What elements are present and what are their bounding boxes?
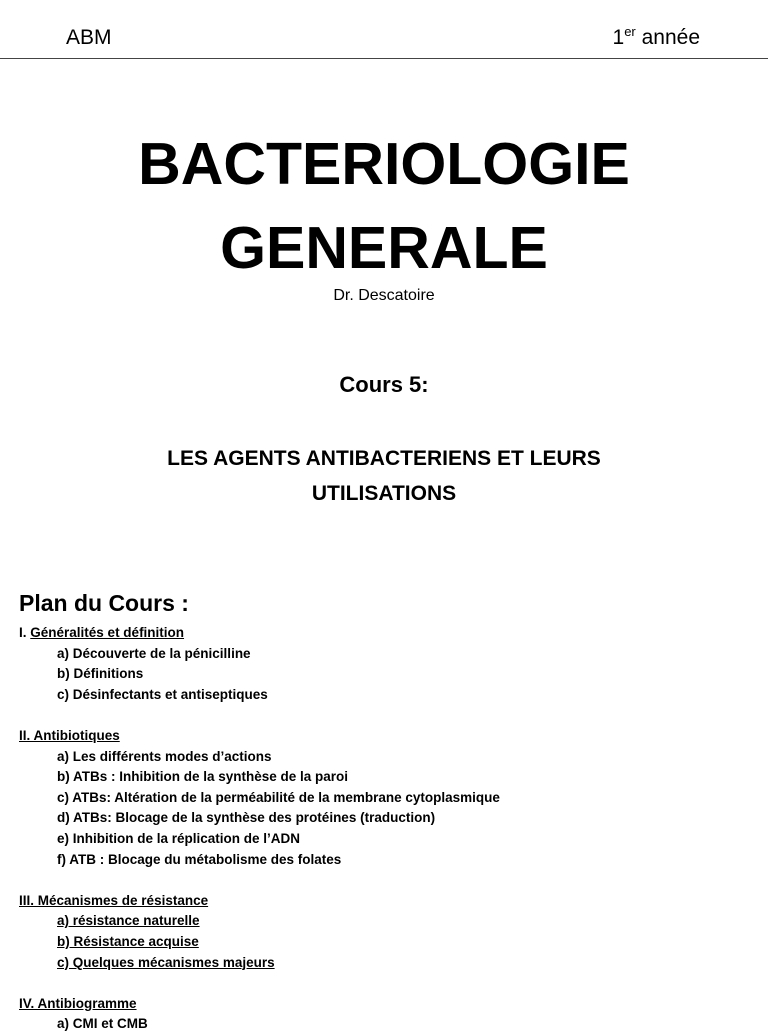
section-title: Généralités et définition — [30, 625, 185, 640]
section-title: III. Mécanismes de résistance — [19, 892, 209, 908]
section-spacer — [19, 705, 759, 726]
plan-item: b) Définitions — [57, 666, 144, 682]
plan-section-3 — [19, 891, 759, 973]
plan-list — [19, 623, 759, 1035]
plan-item: d) ATBs: Blocage de la synthèse des protéines (traduction) — [57, 810, 436, 826]
header-year-label: année — [635, 26, 700, 49]
plan-item: c) Désinfectants et antiseptiques — [57, 686, 268, 702]
subtitle-line-1: LES AGENTS ANTIBACTERIENS ET LEURS — [167, 447, 601, 470]
subtitle-line-2: UTILISATIONS — [311, 482, 457, 505]
plan-item: b) ATBs : Inhibition de la synthèse de la paroi — [57, 769, 349, 785]
section-spacer — [19, 870, 759, 891]
course-subtitle — [120, 441, 648, 511]
section-title: IV. Antibiogramme — [19, 995, 137, 1011]
header-year-number: 1 — [612, 26, 625, 49]
plan-item: a) Découverte de la pénicilline — [57, 645, 251, 661]
plan-item: a) résistance naturelle — [57, 913, 200, 929]
title-line-2: GENERALE — [220, 215, 548, 281]
page-header — [0, 0, 768, 59]
plan-title: Plan du Cours : — [19, 590, 189, 616]
plan-item: e) Inhibition de la réplication de l’ADN — [57, 830, 301, 846]
course-number: Cours 5: — [339, 372, 429, 397]
section-heading — [19, 623, 759, 644]
header-course-code: ABM — [66, 26, 112, 49]
plan-item: a) Les différents modes d’actions — [57, 748, 272, 764]
section-title: II. Antibiotiques — [19, 727, 120, 743]
plan-item: f) ATB : Blocage du métabolisme des folates — [57, 851, 342, 867]
section-spacer — [19, 973, 759, 994]
author: Dr. Descatoire — [333, 287, 435, 304]
header-year — [613, 26, 700, 50]
plan-section-1 — [19, 623, 759, 705]
plan-section-2 — [19, 726, 759, 870]
plan-item: c) Quelques mécanismes majeurs — [57, 954, 275, 970]
title-line-1: BACTERIOLOGIE — [138, 131, 630, 197]
header-year-superscript: er — [624, 24, 636, 39]
section-prefix: I. — [19, 625, 31, 640]
plan-item: c) ATBs: Altération de la perméabilité de la membrane cytoplasmique — [57, 789, 500, 805]
plan-item: b) Résistance acquise — [57, 933, 199, 949]
plan-section-4 — [19, 994, 759, 1035]
plan-item: a) CMI et CMB — [57, 1016, 148, 1032]
page-title — [0, 122, 768, 290]
